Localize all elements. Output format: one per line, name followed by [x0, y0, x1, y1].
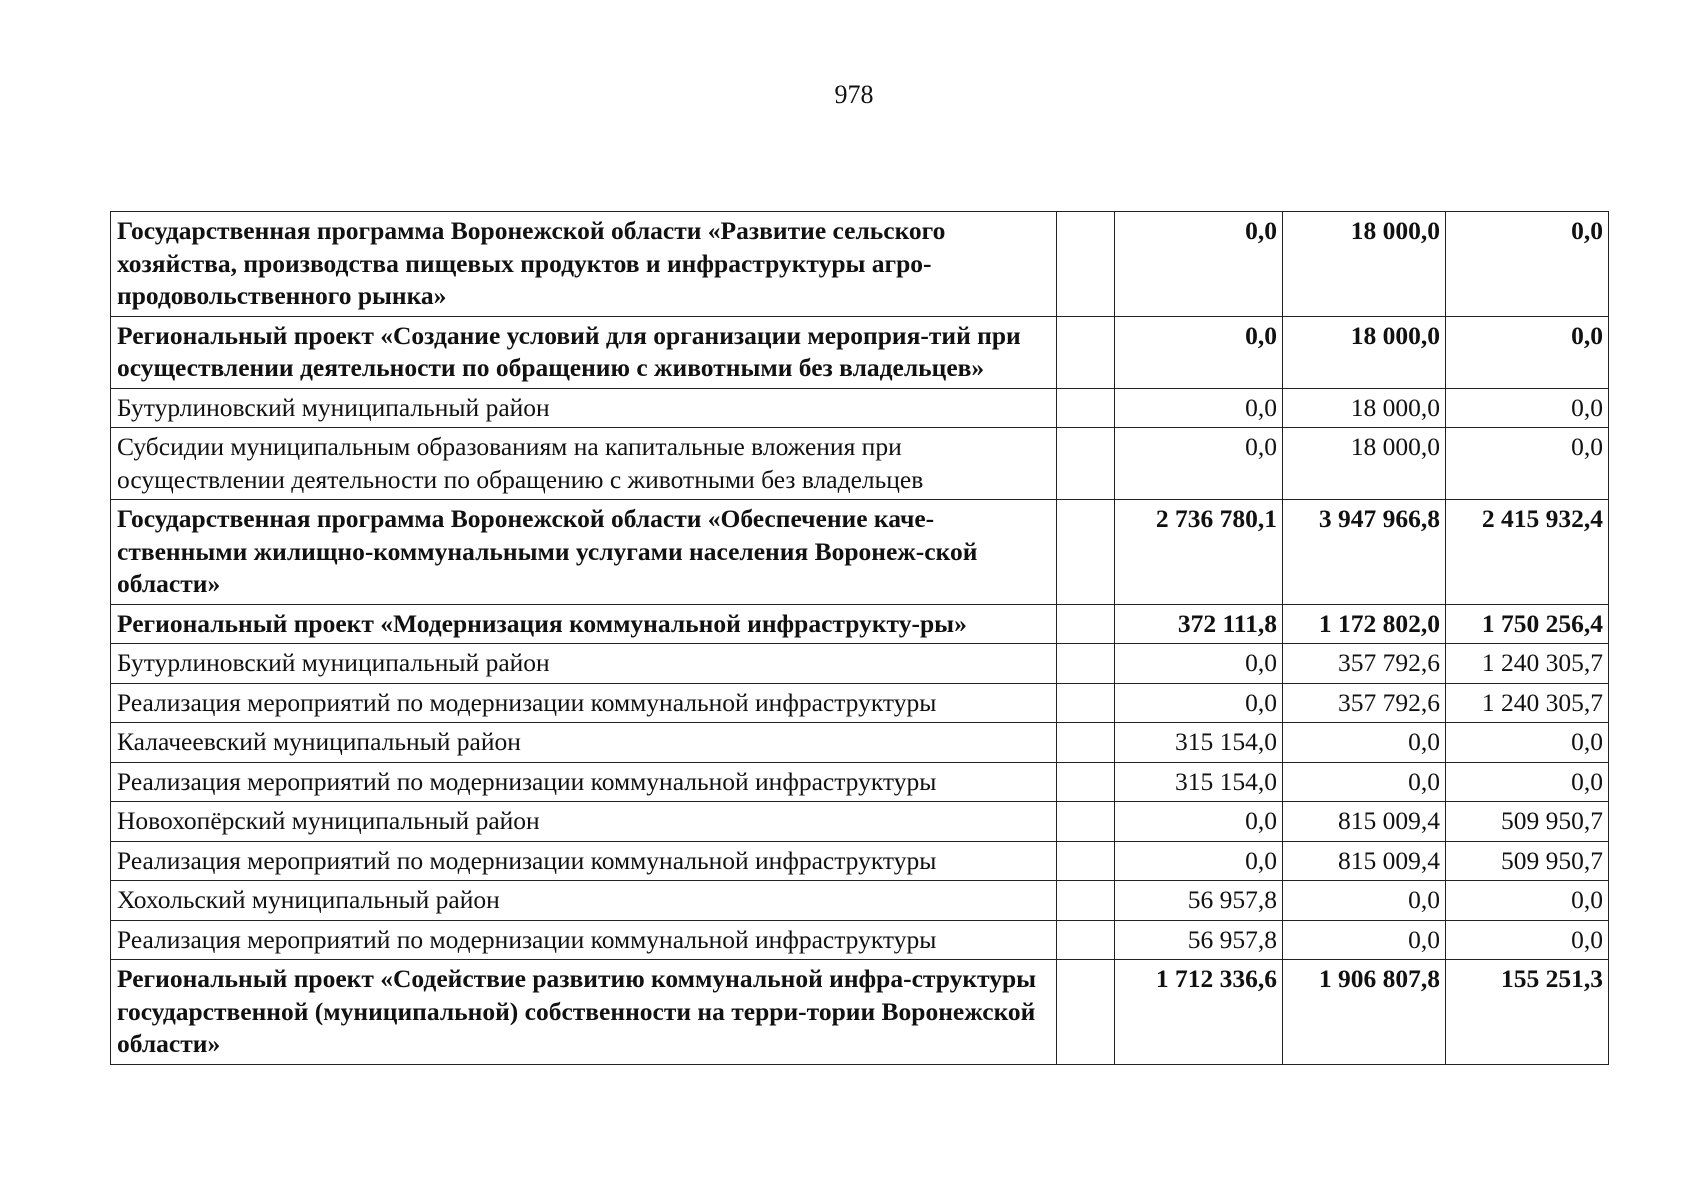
- table-row: [111, 723, 1609, 763]
- value-cell-3: 0,0: [1446, 881, 1609, 921]
- row-name-cell: Государственная программа Воронежской области «Обеспечение каче-ственными жилищно-коммунальными услугами населения Воронеж-ской области»: [111, 500, 1057, 605]
- row-name-cell: Государственная программа Воронежской области «Развитие сельского хозяйства, производства пищевых продуктов и инфраструктуры агро-продовольственного рынка»: [111, 212, 1057, 317]
- value-cell-2: 0,0: [1283, 723, 1446, 763]
- row-name-cell: Реализация мероприятий по модернизации коммунальной инфраструктуры: [111, 762, 1057, 802]
- table-row: [111, 762, 1609, 802]
- table-row: [111, 881, 1609, 921]
- empty-code-cell: [1057, 723, 1115, 763]
- row-name-cell: Калачеевский муниципальный район: [111, 723, 1057, 763]
- value-cell-2: 18 000,0: [1283, 388, 1446, 428]
- row-name-cell: Реализация мероприятий по модернизации коммунальной инфраструктуры: [111, 920, 1057, 960]
- table-row: [111, 920, 1609, 960]
- empty-code-cell: [1057, 644, 1115, 684]
- value-cell-3: 509 950,7: [1446, 841, 1609, 881]
- value-cell-3: 0,0: [1446, 723, 1609, 763]
- empty-code-cell: [1057, 881, 1115, 921]
- empty-code-cell: [1057, 500, 1115, 605]
- value-cell-2: 18 000,0: [1283, 428, 1446, 500]
- value-cell-1: 0,0: [1115, 683, 1283, 723]
- value-cell-1: 0,0: [1115, 428, 1283, 500]
- empty-code-cell: [1057, 212, 1115, 317]
- row-name-cell: Новохопёрский муниципальный район: [111, 802, 1057, 842]
- value-cell-1: 0,0: [1115, 644, 1283, 684]
- table-row: [111, 644, 1609, 684]
- value-cell-2: 0,0: [1283, 920, 1446, 960]
- table-row: [111, 802, 1609, 842]
- table-body: [111, 212, 1609, 1065]
- value-cell-1: 0,0: [1115, 802, 1283, 842]
- table-row: [111, 428, 1609, 500]
- value-cell-2: 3 947 966,8: [1283, 500, 1446, 605]
- value-cell-1: 1 712 336,6: [1115, 960, 1283, 1065]
- row-name-cell: Хохольский муниципальный район: [111, 881, 1057, 921]
- row-name-cell: Бутурлиновский муниципальный район: [111, 388, 1057, 428]
- empty-code-cell: [1057, 604, 1115, 644]
- value-cell-2: 1 906 807,8: [1283, 960, 1446, 1065]
- empty-code-cell: [1057, 841, 1115, 881]
- value-cell-3: 0,0: [1446, 920, 1609, 960]
- value-cell-3: 0,0: [1446, 212, 1609, 317]
- row-name-cell: Региональный проект «Создание условий для организации мероприя-тий при осуществлении деятельности по обращению с животными без владельцев»: [111, 316, 1057, 388]
- row-name-cell: Реализация мероприятий по модернизации коммунальной инфраструктуры: [111, 683, 1057, 723]
- empty-code-cell: [1057, 388, 1115, 428]
- value-cell-3: 2 415 932,4: [1446, 500, 1609, 605]
- value-cell-3: 155 251,3: [1446, 960, 1609, 1065]
- budget-table: [110, 211, 1609, 1065]
- value-cell-1: 56 957,8: [1115, 881, 1283, 921]
- empty-code-cell: [1057, 920, 1115, 960]
- table-row: [111, 604, 1609, 644]
- table-row: [111, 316, 1609, 388]
- value-cell-2: 815 009,4: [1283, 802, 1446, 842]
- table-row: [111, 388, 1609, 428]
- value-cell-3: 1 750 256,4: [1446, 604, 1609, 644]
- value-cell-1: 2 736 780,1: [1115, 500, 1283, 605]
- row-name-cell: Реализация мероприятий по модернизации коммунальной инфраструктуры: [111, 841, 1057, 881]
- value-cell-3: 1 240 305,7: [1446, 683, 1609, 723]
- value-cell-3: 509 950,7: [1446, 802, 1609, 842]
- row-name-cell: Бутурлиновский муниципальный район: [111, 644, 1057, 684]
- empty-code-cell: [1057, 428, 1115, 500]
- row-name-cell: Региональный проект «Модернизация коммунальной инфраструкту-ры»: [111, 604, 1057, 644]
- value-cell-2: 1 172 802,0: [1283, 604, 1446, 644]
- page-number: 978: [834, 80, 874, 109]
- value-cell-2: 0,0: [1283, 762, 1446, 802]
- table-row: [111, 500, 1609, 605]
- value-cell-1: 0,0: [1115, 316, 1283, 388]
- value-cell-1: 315 154,0: [1115, 723, 1283, 763]
- value-cell-2: 0,0: [1283, 881, 1446, 921]
- table-row: [111, 683, 1609, 723]
- empty-code-cell: [1057, 802, 1115, 842]
- value-cell-3: 1 240 305,7: [1446, 644, 1609, 684]
- empty-code-cell: [1057, 960, 1115, 1065]
- value-cell-3: 0,0: [1446, 762, 1609, 802]
- value-cell-1: 0,0: [1115, 212, 1283, 317]
- table-row: [111, 841, 1609, 881]
- table-row: [111, 960, 1609, 1065]
- value-cell-1: 56 957,8: [1115, 920, 1283, 960]
- value-cell-1: 315 154,0: [1115, 762, 1283, 802]
- value-cell-2: 18 000,0: [1283, 316, 1446, 388]
- value-cell-2: 18 000,0: [1283, 212, 1446, 317]
- table-row: [111, 212, 1609, 317]
- row-name-cell: Субсидии муниципальным образованиям на капитальные вложения при осуществлении деятельности по обращению с животными без владельцев: [111, 428, 1057, 500]
- empty-code-cell: [1057, 683, 1115, 723]
- empty-code-cell: [1057, 762, 1115, 802]
- row-name-cell: Региональный проект «Содействие развитию коммунальной инфра-структуры государственной (муниципальной) собственности на терри-тории Воронежской области»: [111, 960, 1057, 1065]
- value-cell-2: 815 009,4: [1283, 841, 1446, 881]
- empty-code-cell: [1057, 316, 1115, 388]
- value-cell-3: 0,0: [1446, 388, 1609, 428]
- value-cell-1: 0,0: [1115, 841, 1283, 881]
- value-cell-1: 0,0: [1115, 388, 1283, 428]
- value-cell-2: 357 792,6: [1283, 644, 1446, 684]
- value-cell-3: 0,0: [1446, 316, 1609, 388]
- value-cell-1: 372 111,8: [1115, 604, 1283, 644]
- value-cell-2: 357 792,6: [1283, 683, 1446, 723]
- value-cell-3: 0,0: [1446, 428, 1609, 500]
